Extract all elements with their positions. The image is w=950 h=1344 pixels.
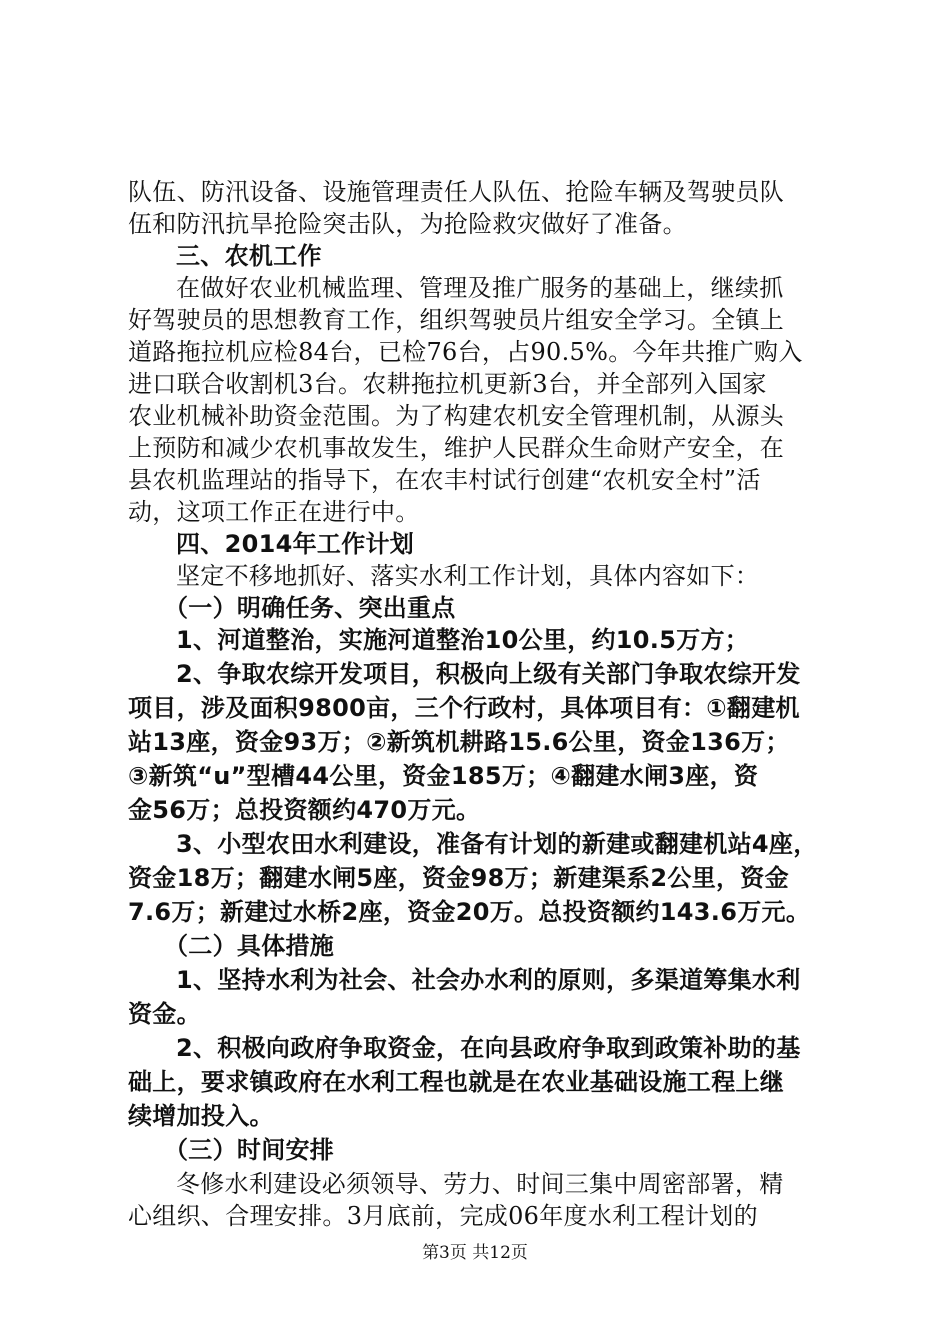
body-text-line: 好驾驶员的思想教育工作，组织驾驶员片组安全学习。全镇上 bbox=[128, 306, 785, 334]
list-item: 2、积极向政府争取资金，在向县政府争取到政策补助的基 bbox=[176, 1034, 801, 1062]
body-text-line: 冬修水利建设必须领导、劳力、时间三集中周密部署，精 bbox=[176, 1170, 784, 1198]
list-item-continuation: 金56万；总投资额约470万元。 bbox=[128, 796, 481, 824]
list-item: 3、小型农田水利建设，准备有计划的新建或翻建机站4座， bbox=[176, 830, 818, 858]
list-item-continuation: 础上，要求镇政府在水利工程也就是在农业基础设施工程上继 bbox=[128, 1068, 785, 1096]
page-number-footer: 第3页 共12页 bbox=[422, 1243, 528, 1263]
list-item-continuation: 资金。 bbox=[128, 1000, 201, 1028]
body-text-line: 农业机械补助资金范围。为了构建农机安全管理机制，从源头 bbox=[128, 402, 785, 430]
list-item: 1、坚持水利为社会、社会办水利的原则，多渠道筹集水利 bbox=[176, 966, 801, 994]
body-text-line: 在做好农业机械监理、管理及推广服务的基础上，继续抓 bbox=[176, 274, 784, 302]
body-text-line: 动，这项工作正在进行中。 bbox=[128, 498, 420, 526]
list-item-continuation: 项目，涉及面积9800亩，三个行政村，具体项目有：①翻建机 bbox=[128, 694, 800, 722]
body-text-line: 坚定不移地抓好、落实水利工作计划，具体内容如下： bbox=[176, 562, 760, 590]
list-item: 2、争取农综开发项目，积极向上级有关部门争取农综开发 bbox=[176, 660, 801, 688]
section-heading-2014-plan: 四、2014年工作计划 bbox=[176, 530, 415, 558]
body-text-line: 上预防和减少农机事故发生，维护人民群众生命财产安全，在 bbox=[128, 434, 785, 462]
list-item-continuation: 7.6万；新建过水桥2座，资金20万。总投资额约143.6万元。 bbox=[128, 898, 811, 926]
body-text-line: 伍和防汛抗旱抢险突击队，为抢险救灾做好了准备。 bbox=[128, 210, 687, 238]
subheading-schedule: （三）时间安排 bbox=[164, 1136, 335, 1164]
subheading-measures: （二）具体措施 bbox=[164, 932, 335, 960]
body-text-line: 县农机监理站的指导下，在农丰村试行创建“农机安全村”活 bbox=[128, 466, 761, 494]
body-text-line: 队伍、防汛设备、设施管理责任人队伍、抢险车辆及驾驶员队 bbox=[128, 178, 785, 206]
list-item: 1、河道整治，实施河道整治10公里，约10.5万方； bbox=[176, 626, 750, 654]
body-text-line: 进口联合收割机3台。农耕拖拉机更新3台，并全部列入国家 bbox=[128, 370, 767, 398]
list-item-continuation: 站13座，资金93万；②新筑机耕路15.6公里，资金136万； bbox=[128, 728, 790, 756]
section-heading-agri-machinery: 三、农机工作 bbox=[176, 242, 322, 270]
list-item-continuation: ③新筑“u”型槽44公里，资金185万；④翻建水闸3座，资 bbox=[128, 762, 759, 790]
body-text-line: 心组织、合理安排。3月底前，完成06年度水利工程计划的 bbox=[128, 1202, 758, 1230]
list-item-continuation: 续增加投入。 bbox=[128, 1102, 274, 1130]
subheading-tasks: （一）明确任务、突出重点 bbox=[164, 594, 456, 622]
list-item-continuation: 资金18万；翻建水闸5座，资金98万；新建渠系2公里，资金 bbox=[128, 864, 789, 892]
body-text-line: 道路拖拉机应检84台，已检76台，占90.5%。今年共推广购入 bbox=[128, 338, 803, 366]
